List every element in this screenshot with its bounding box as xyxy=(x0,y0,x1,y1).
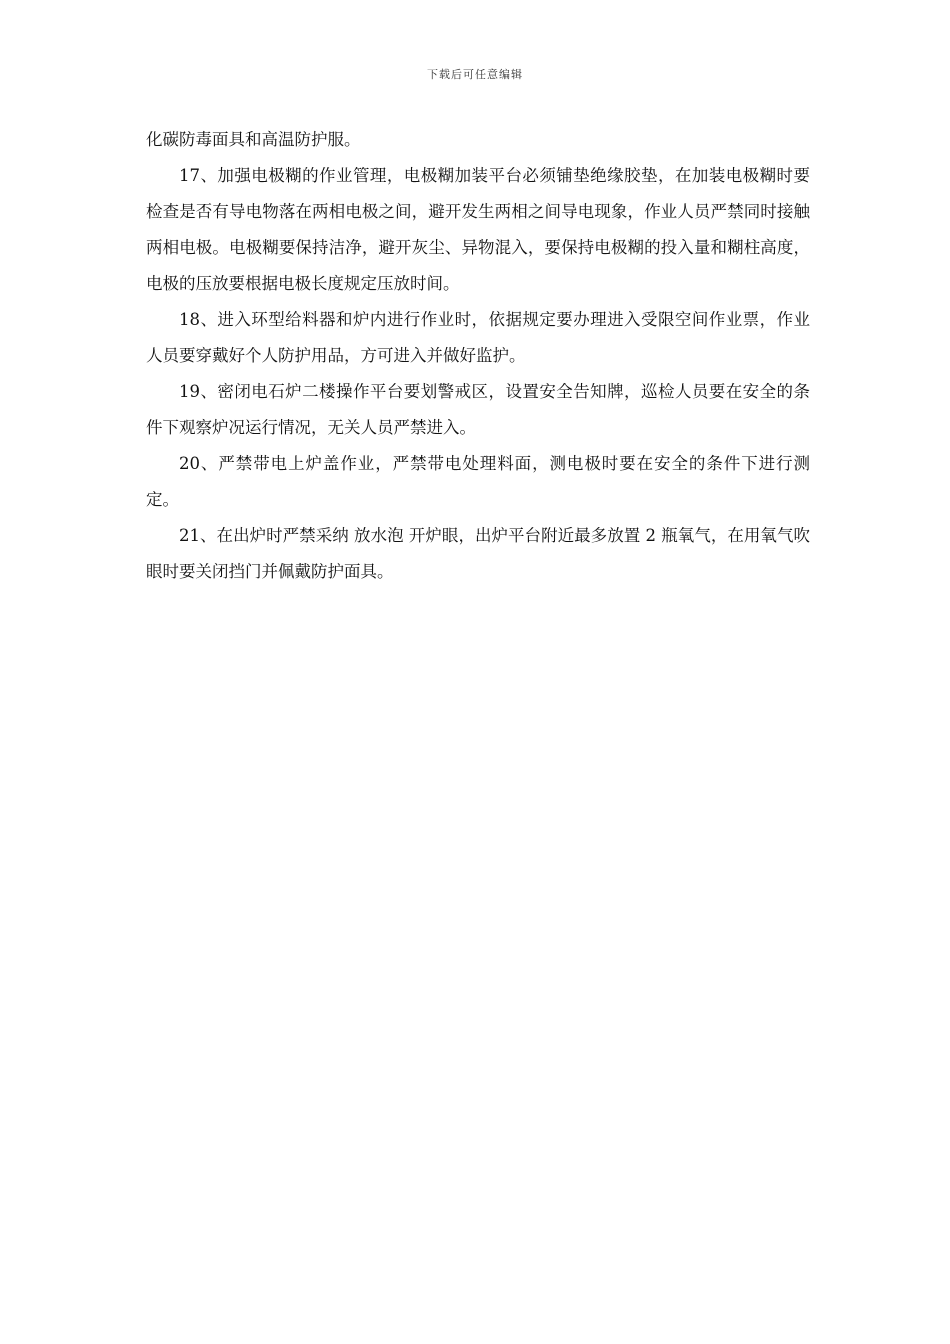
document-body xyxy=(146,122,810,590)
paragraph-item-17: 17、加强电极糊的作业管理，电极糊加装平台必须铺垫绝缘胶垫，在加装电极糊时要检查是否有导电物落在两相电极之间，避开发生两相之间导电现象，作业人员严禁同时接触两相电极。电极糊要保持洁净，避开灰尘、异物混入，要保持电极糊的投入量和糊柱高度，电极的压放要根据电极长度规定压放时间。 xyxy=(146,166,810,293)
paragraph-item-20: 20、严禁带电上炉盖作业，严禁带电处理料面，测电极时要在安全的条件下进行测定。 xyxy=(146,454,810,509)
page-header-note: 下载后可任意编辑 xyxy=(427,68,523,81)
paragraph-continuation: 化碳防毒面具和高温防护服。 xyxy=(146,130,361,149)
paragraph-item-19: 19、密闭电石炉二楼操作平台要划警戒区，设置安全告知牌，巡检人员要在安全的条件下观察炉况运行情况，无关人员严禁进入。 xyxy=(146,382,810,437)
paragraph-item-18: 18、进入环型给料器和炉内进行作业时，依据规定要办理进入受限空间作业票，作业人员要穿戴好个人防护用品，方可进入并做好监护。 xyxy=(146,310,810,365)
paragraph-item-21: 21、在出炉时严禁采纳 放水泡 开炉眼，出炉平台附近最多放置 2 瓶氧气，在用氧气吹眼时要关闭挡门并佩戴防护面具。 xyxy=(146,526,810,581)
